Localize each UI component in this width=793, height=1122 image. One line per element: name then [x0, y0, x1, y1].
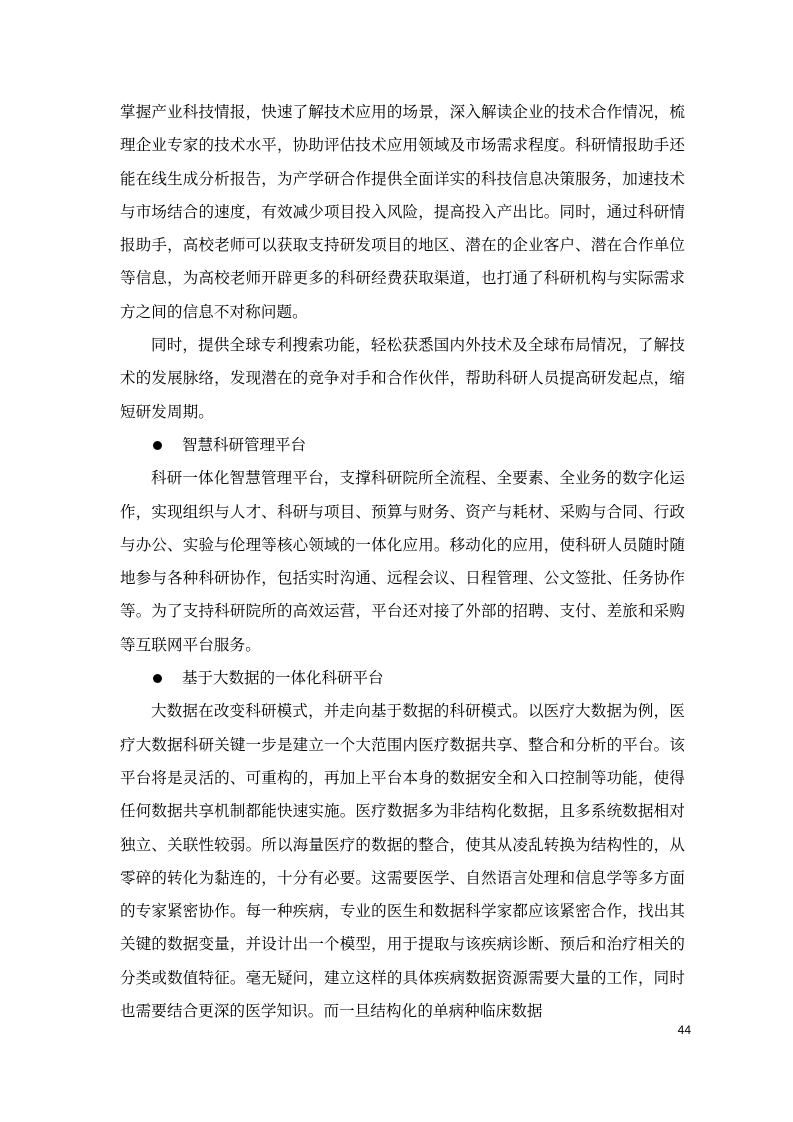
- bullet-heading: [120, 662, 685, 695]
- paragraph: 科研一体化智慧管理平台，支撑科研院所全流程、全要素、全业务的数字化运作，实现组织与人才、科研与项目、预算与财务、资产与耗材、采购与合同、行政与办公、实验与伦理等核心领域的一体化应用。移动化的应用，使科研人员随时随地参与各种科研协作，包括实时沟通、远程会议、日程管理、公文签批、任务协作等。为了支持科研院所的高效运营，平台还对接了外部的招聘、支付、差旅和采购等互联网平台服务。: [120, 469, 685, 654]
- bullet-dot-icon: [153, 674, 162, 683]
- bullet-heading-text: 基于大数据的一体化科研平台: [182, 669, 384, 688]
- paragraph: 大数据在改变科研模式，并走向基于数据的科研模式。以医疗大数据为例，医疗大数据科研关键一步是建立一个大范围内医疗数据共享、整合和分析的平台。该平台将是灵活的、可重构的，再加上平台本身的数据安全和入口控制等功能，使得任何数据共享机制都能快速实施。医疗数据多为非结构化数据，且多系统数据相对独立、关联性较弱。所以海量医疗的数据的整合，使其从凌乱转换为结构性的，从零碎的转化为黏连的，十分有必要。这需要医学、自然语言处理和信息学等多方面的专家紧密协作。每一种疾病，专业的医生和数据科学家都应该紧密合作，找出其关键的数据变量，并设计出一个模型，用于提取与该疾病诊断、预后和治疗相关的分类或数值特征。毫无疑问，建立这样的具体疾病数据资源需要大量的工作，同时也需要结合更深的医学知识。而一旦结构化的单病种临床数据: [120, 702, 685, 1021]
- paragraph: 同时，提供全球专利搜索功能，轻松获悉国内外技术及全球布局情况，了解技术的发展脉络，发现潜在的竞争对手和合作伙伴，帮助科研人员提高研发起点，缩短研发周期。: [120, 336, 685, 421]
- page-number: 44: [677, 1023, 691, 1037]
- bullet-heading-text: 智慧科研管理平台: [182, 435, 307, 454]
- bullet-dot-icon: [153, 441, 162, 450]
- paragraph: 掌握产业科技情报，快速了解技术应用的场景，深入解读企业的技术合作情况，梳理企业专家的技术水平，协助评估技术应用领域及市场需求程度。科研情报助手还能在线生成分析报告，为产学研合作提供全面详实的科技信息决策服务，加速技术与市场结合的速度，有效减少项目投入风险，提高投入产出比。同时，通过科研情报助手，高校老师可以获取支持研发项目的地区、潜在的企业客户、潜在合作单位等信息，为高校老师开辟更多的科研经费获取渠道，也打通了科研机构与实际需求方之间的信息不对称问题。: [120, 103, 685, 321]
- body-text: [120, 96, 685, 1028]
- bullet-heading: [120, 429, 685, 462]
